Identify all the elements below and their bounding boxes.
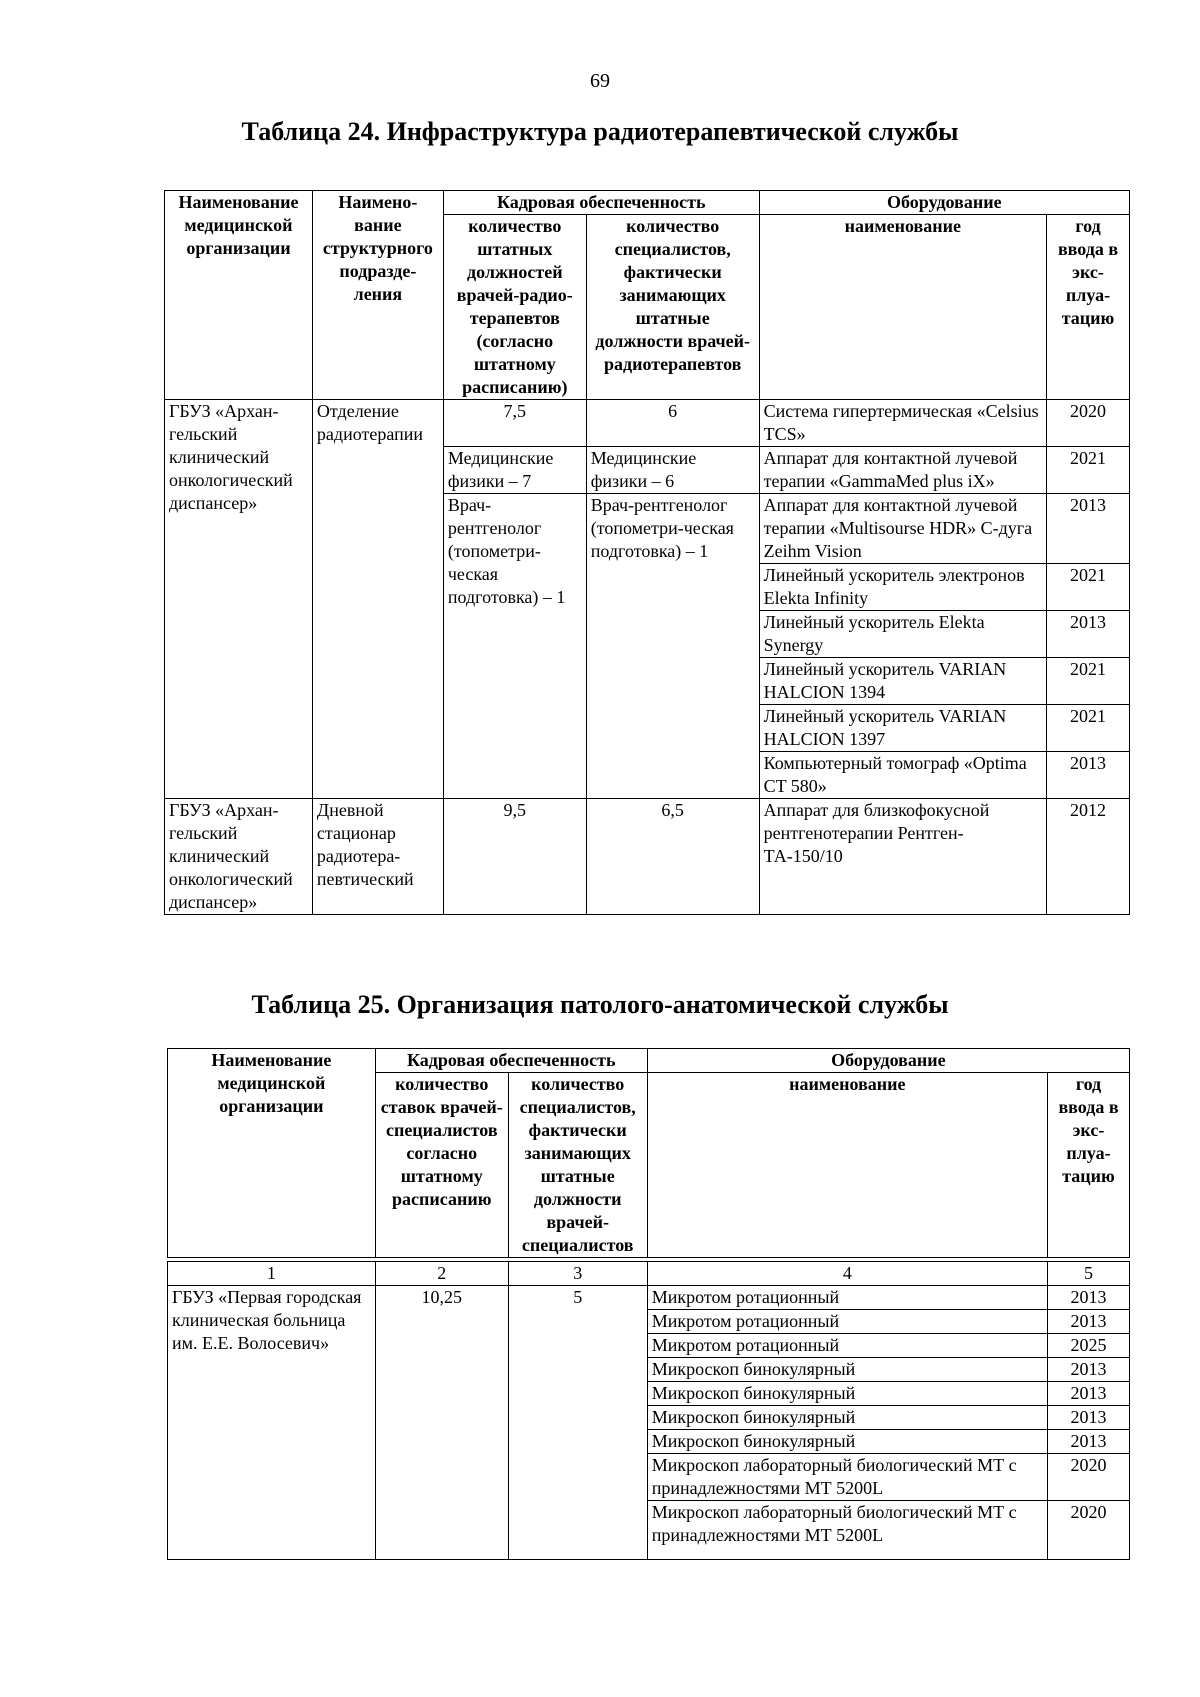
- table-row: [165, 400, 1130, 447]
- equipment-year: 2013: [1048, 1406, 1130, 1430]
- equipment-year: 2020: [1048, 1454, 1130, 1501]
- header-eq-name: наименование: [759, 215, 1046, 400]
- staff-planned-cell: 9,5: [443, 799, 586, 915]
- equipment-name: Микротом ротационный: [647, 1310, 1047, 1334]
- header-org: Наименование медицинской организации: [165, 191, 313, 400]
- header-staff-actual: количество специалистов, фактически занимающих штатные должности врачей-радиотерапевтов: [586, 215, 759, 400]
- table-24: [164, 190, 1130, 915]
- equipment-year: 2013: [1047, 752, 1130, 799]
- header-eq-name: наименование: [647, 1073, 1047, 1258]
- equipment-name: Линейный ускоритель электронов Elekta Infinity: [759, 564, 1046, 611]
- equipment-year: 2021: [1047, 564, 1130, 611]
- equipment-name: Аппарат для контактной лучевой терапии «Multisourse HDR» С-дуга Zeihm Vision: [759, 494, 1046, 564]
- equipment-year: 2020: [1047, 400, 1130, 447]
- equipment-year: 2013: [1047, 494, 1130, 564]
- page-number: 69: [590, 70, 610, 92]
- equipment-name: Микроскоп лабораторный биологический МТ с принадлежностями МТ 5200L: [647, 1501, 1047, 1560]
- header-staff-planned: количество штатных должностей врачей-радио-терапевтов (согласно штатному расписанию): [443, 215, 586, 400]
- staff-actual-cell: 6: [586, 400, 759, 447]
- equipment-name: Микроскоп лабораторный биологический МТ с принадлежностями МТ 5200L: [647, 1454, 1047, 1501]
- header-staff: Кадровая обеспеченность: [443, 191, 759, 215]
- unit-cell: Отделение радиотерапии: [312, 400, 443, 799]
- column-number: 1: [168, 1262, 376, 1286]
- staff-actual-cell: 5: [508, 1286, 647, 1560]
- table-25: [167, 1048, 1130, 1560]
- equipment-name: Микроскоп бинокулярный: [647, 1406, 1047, 1430]
- equipment-year: 2021: [1047, 658, 1130, 705]
- equipment-name: Микроскоп бинокулярный: [647, 1430, 1047, 1454]
- equipment-name: Микроскоп бинокулярный: [647, 1382, 1047, 1406]
- equipment-name: Линейный ускоритель VARIAN HALCION 1397: [759, 705, 1046, 752]
- staff-planned-cell: Медицинские физики – 7: [443, 447, 586, 494]
- equipment-name: Компьютерный томограф «Optima CT 580»: [759, 752, 1046, 799]
- equipment-year: 2021: [1047, 705, 1130, 752]
- equipment-name: Аппарат для контактной лучевой терапии «GammaMed plus iX»: [759, 447, 1046, 494]
- header-eq-year: год ввода в экс-плуа-тацию: [1047, 215, 1130, 400]
- table-row: [168, 1286, 1130, 1310]
- column-number: 3: [508, 1262, 647, 1286]
- header-eq-year: год ввода в экс-плуа-тацию: [1048, 1073, 1130, 1258]
- header-equipment: Оборудование: [647, 1049, 1129, 1073]
- equipment-name: Микротом ротационный: [647, 1334, 1047, 1358]
- equipment-name: Линейный ускоритель Elekta Synergy: [759, 611, 1046, 658]
- staff-planned-cell: 7,5: [443, 400, 586, 447]
- table-24-title: Таблица 24. Инфраструктура радиотерапевтической службы: [241, 117, 959, 146]
- equipment-year: 2025: [1048, 1334, 1130, 1358]
- equipment-name: Аппарат для близкофокусной рентгенотерапии Рентген-ТА-150/10: [759, 799, 1046, 915]
- equipment-year: 2013: [1048, 1430, 1130, 1454]
- column-numbers-row: [168, 1262, 1130, 1286]
- staff-actual-cell: 6,5: [586, 799, 759, 915]
- equipment-year: 2013: [1048, 1286, 1130, 1310]
- equipment-year: 2012: [1047, 799, 1130, 915]
- equipment-year: 2021: [1047, 447, 1130, 494]
- header-staff-actual: количество специалистов, фактически занимающих штатные должности врачей-специалистов: [508, 1073, 647, 1258]
- equipment-name: Микротом ротационный: [647, 1286, 1047, 1310]
- header-staff: Кадровая обеспеченность: [375, 1049, 647, 1073]
- org-cell: ГБУЗ «Архан-гельский клинический онкологический диспансер»: [165, 400, 313, 799]
- column-number: 2: [375, 1262, 508, 1286]
- equipment-name: Микроскоп бинокулярный: [647, 1358, 1047, 1382]
- staff-planned-cell: 10,25: [375, 1286, 508, 1560]
- org-cell: ГБУЗ «Архан-гельский клинический онкологический диспансер»: [165, 799, 313, 915]
- staff-actual-cell: Врач-рентгенолог (топометри-ческая подготовка) – 1: [586, 494, 759, 799]
- header-staff-planned: количество ставок врачей-специалистов согласно штатному расписанию: [375, 1073, 508, 1258]
- header-equipment: Оборудование: [759, 191, 1129, 215]
- table-25-title: Таблица 25. Организация патолого-анатомической службы: [251, 990, 949, 1019]
- equipment-year: 2013: [1048, 1358, 1130, 1382]
- equipment-year: 2013: [1048, 1382, 1130, 1406]
- equipment-name: Система гипертермическая «Celsius TCS»: [759, 400, 1046, 447]
- equipment-year: 2013: [1047, 611, 1130, 658]
- equipment-year: 2020: [1048, 1501, 1130, 1560]
- table-row: [165, 799, 1130, 915]
- unit-cell: Дневной стационар радиотера-певтический: [312, 799, 443, 915]
- column-number: 5: [1048, 1262, 1130, 1286]
- staff-planned-cell: Врач-рентгенолог (топометри-ческая подготовка) – 1: [443, 494, 586, 799]
- org-cell: ГБУЗ «Первая городская клиническая больница им. Е.Е. Волосевич»: [168, 1286, 376, 1560]
- staff-actual-cell: Медицинские физики – 6: [586, 447, 759, 494]
- header-unit: Наимено-вание структурного подразде-ления: [312, 191, 443, 400]
- header-org: Наименование медицинской организации: [168, 1049, 376, 1258]
- column-number: 4: [647, 1262, 1047, 1286]
- equipment-year: 2013: [1048, 1310, 1130, 1334]
- equipment-name: Линейный ускоритель VARIAN HALCION 1394: [759, 658, 1046, 705]
